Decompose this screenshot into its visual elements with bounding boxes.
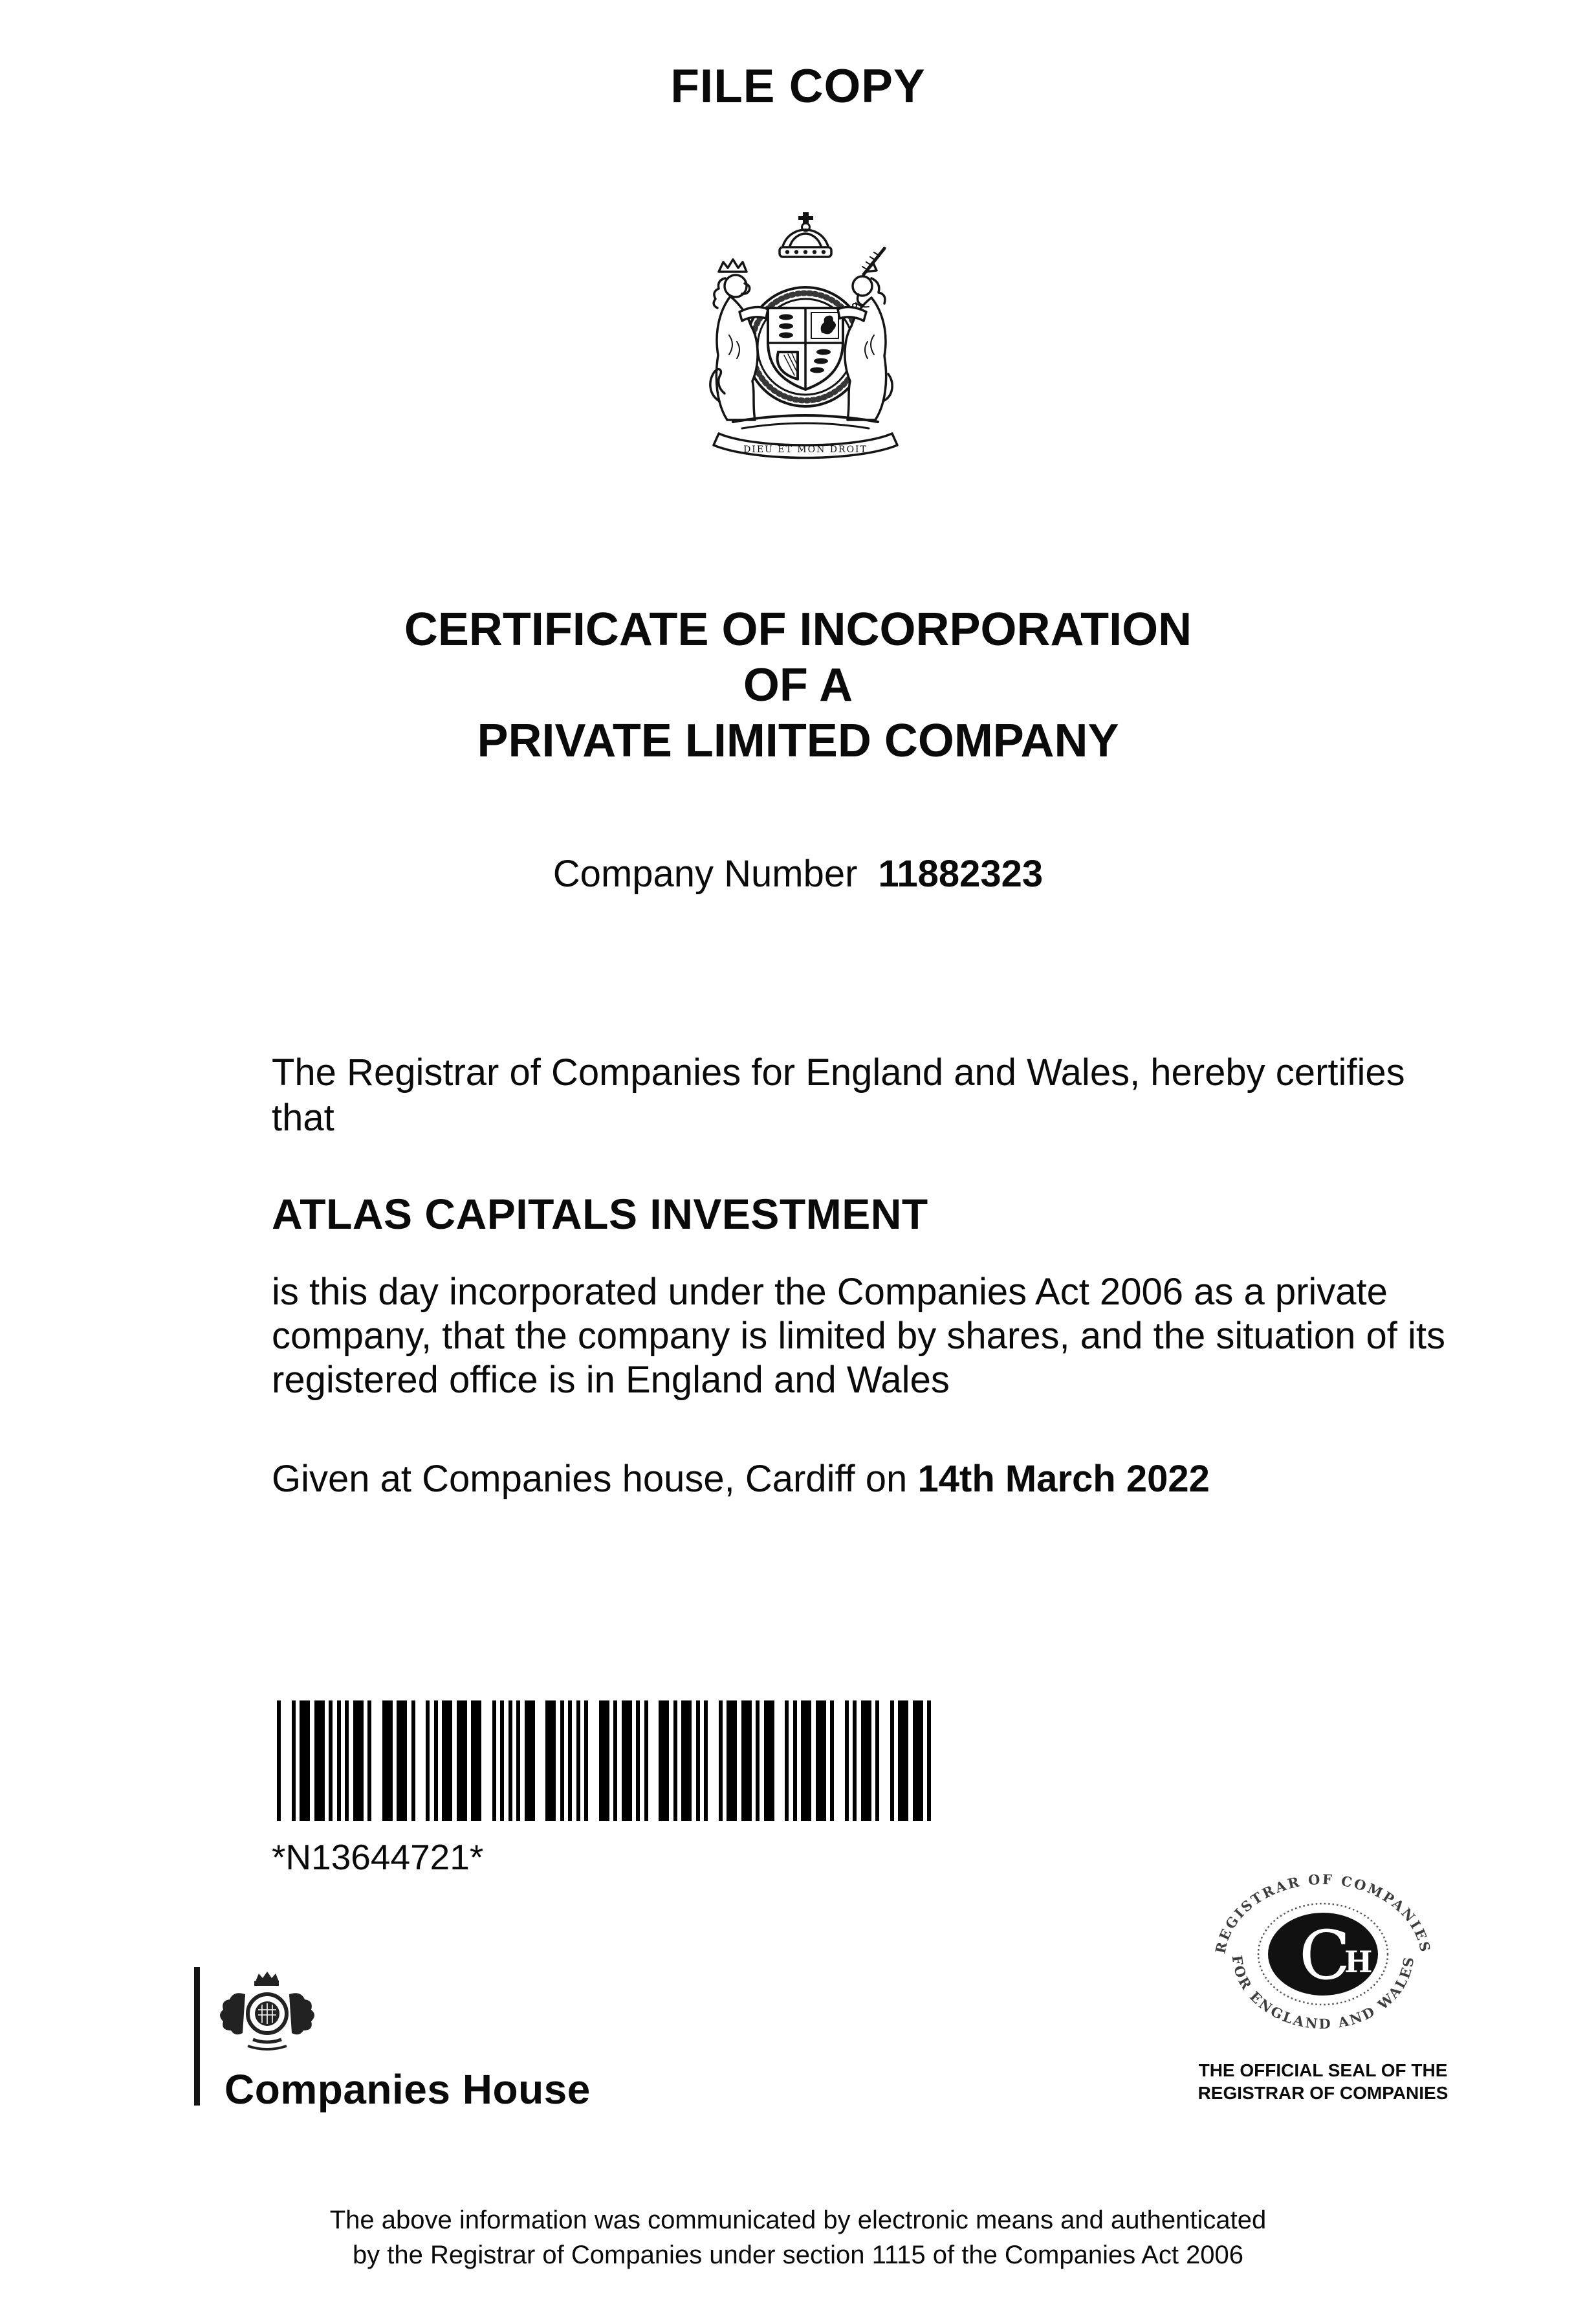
seal-monogram-h: H — [1344, 1944, 1373, 1979]
barcode-image — [277, 1700, 932, 1821]
given-at-line — [272, 1457, 1210, 1501]
certificate-title — [0, 602, 1596, 769]
seal-arc-bottom-text: FOR ENGLAND AND WALES — [1229, 1954, 1417, 2032]
company-number-line — [0, 852, 1596, 896]
barcode-label: *N13644721* — [272, 1837, 484, 1877]
footer-line2: by the Registrar of Companies under section 1115 of the Companies Act 2006 — [352, 2241, 1244, 2269]
logo-vertical-bar — [194, 1967, 200, 2106]
company-name: ATLAS CAPITALS INVESTMENT — [272, 1190, 928, 1238]
companies-house-crest-icon — [215, 1967, 322, 2058]
footer-note — [0, 2203, 1596, 2272]
seal-caption-line2: REGISTRAR OF COMPANIES — [1197, 2083, 1448, 2103]
seal-monogram-c: C — [1299, 1916, 1351, 1995]
given-date: 14th March 2022 — [917, 1458, 1210, 1500]
certificate-title-line1: CERTIFICATE OF INCORPORATION — [404, 604, 1192, 655]
file-copy-heading: FILE COPY — [670, 60, 926, 113]
royal-coat-of-arms-icon — [657, 206, 954, 474]
companies-house-logo-text: Companies House — [224, 2066, 591, 2113]
seal-caption — [1168, 2059, 1478, 2104]
certificate-title-line3: PRIVATE LIMITED COMPANY — [477, 715, 1119, 767]
company-number-label: Company Number — [552, 853, 858, 895]
seal-caption-line1: THE OFFICIAL SEAL OF THE — [1198, 2060, 1448, 2080]
given-at-text: Given at Companies house, Cardiff on — [272, 1458, 908, 1500]
certification-intro: The Registrar of Companies for England and Wales, hereby certifies that — [272, 1051, 1405, 1139]
company-number-value: 11882323 — [878, 853, 1044, 895]
official-seal-icon — [1194, 1870, 1452, 2054]
seal-arc-top-text: REGISTRAR OF COMPANIES — [1212, 1871, 1434, 1955]
motto-text: DIEU ET MON DROIT — [743, 445, 868, 455]
certification-body: is this day incorporated under the Companies Act 2006 as a private company, that the company is limited by shares, and the situation of its registered office is in England and Wales — [272, 1271, 1445, 1401]
certificate-title-line2: OF A — [743, 659, 853, 711]
footer-line1: The above information was communicated by electronic means and authenticated — [329, 2206, 1267, 2234]
